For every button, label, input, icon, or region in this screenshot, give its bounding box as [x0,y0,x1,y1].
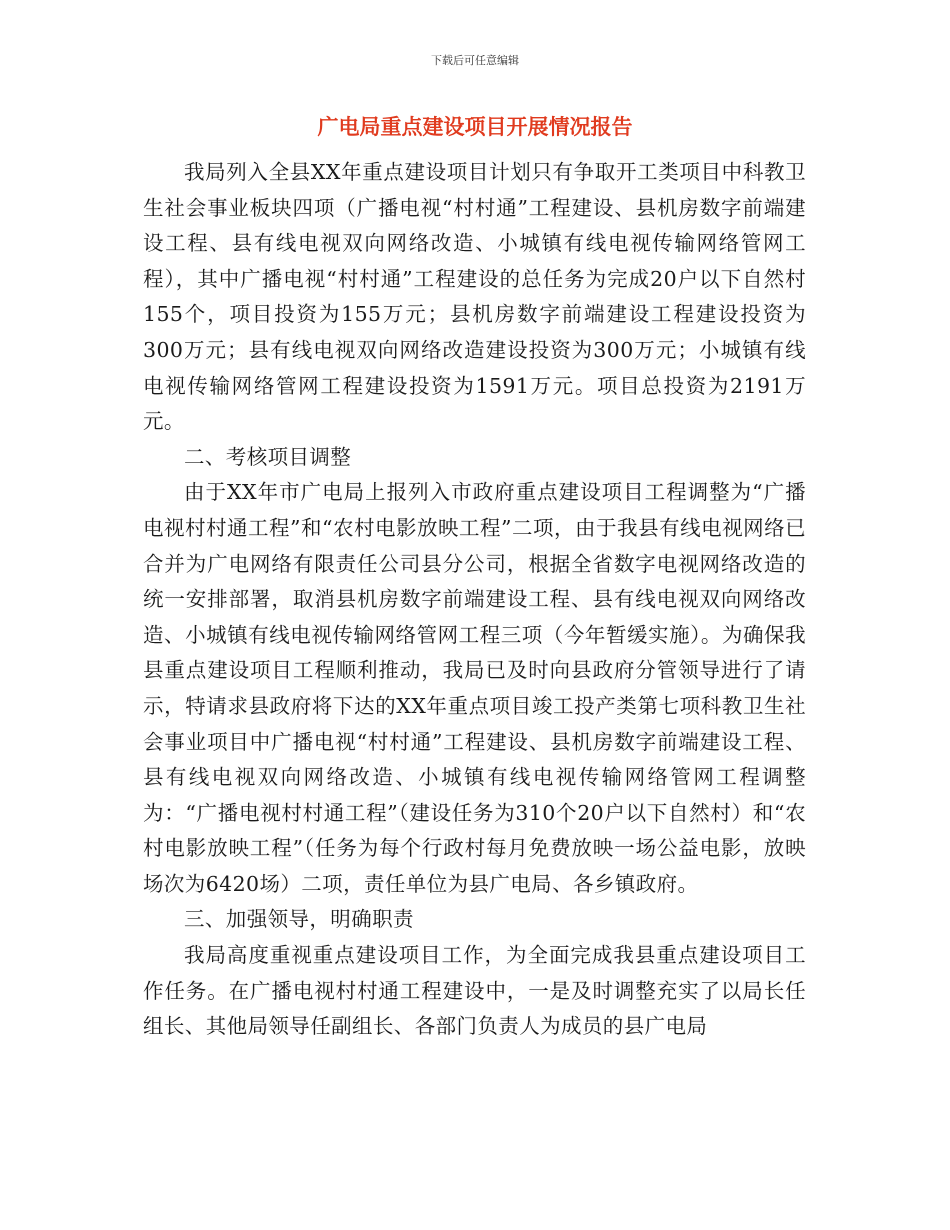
header-note: 下载后可任意编辑 [431,54,519,67]
paragraph-leadership: 我局高度重视重点建设项目工作，为全面完成我县重点建设项目工作任务。在广播电视村村通工程建设中，一是及时调整充实了以局长任组长、其他局领导任副组长、各部门负责人为成员的县广电局 [143,943,806,1039]
document-body [143,155,806,1045]
section-heading-adjustment: 二、考核项目调整 [184,444,352,469]
paragraph-adjustment: 由于XX年市广电局上报列入市政府重点建设项目工程调整为“广播电视村村通工程”和“农村电影放映工程”二项，由于我县有线电视网络已合并为广电网络有限责任公司县分公司，根据全省数字电视网络改造的统一安排部署，取消县机房数字前端建设工程、县有线电视双向网络改造、小城镇有线电视传输网络管网工程三项（今年暂缓实施）。为确保我县重点建设项目工程顺利推动，我局已及时向县政府分管领导进行了请示，特请求县政府将下达的XX年重点项目竣工投产类第七项科教卫生社会事业项目中广播电视“村村通”工程建设、县机房数字前端建设工程、县有线电视双向网络改造、小城镇有线电视传输网络管网工程调整为：“广播电视村村通工程”（建设任务为310个20户以下自然村）和“农村电影放映工程”（任务为每个行政村每月免费放映一场公益电影，放映场次为6420场）二项，责任单位为县广电局、各乡镇政府。 [143,480,806,896]
document-title: 广电局重点建设项目开展情况报告 [317,114,633,139]
paragraph-project-overview: 我局列入全县XX年重点建设项目计划只有争取开工类项目中科教卫生社会事业板块四项（广播电视“村村通”工程建设、县机房数字前端建设工程、县有线电视双向网络改造、小城镇有线电视传输网络管网工程），其中广播电视“村村通”工程建设的总任务为完成20户以下自然村155个，项目投资为155万元；县机房数字前端建设工程建设投资为300万元；县有线电视双向网络改造建设投资为300万元；小城镇有线电视传输网络管网工程建设投资为1591万元。项目总投资为2191万元。 [143,160,806,434]
section-heading-leadership: 三、加强领导，明确职责 [184,907,414,932]
